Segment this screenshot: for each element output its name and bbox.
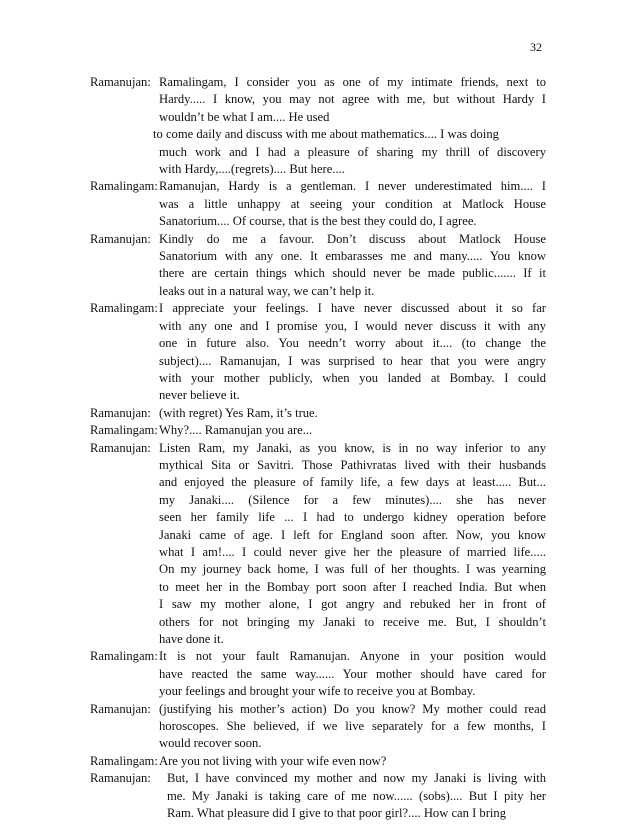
speech-line: me. My Janaki is taking care of me now...... (sobs).... But I pity her: [167, 788, 546, 803]
speech-line: I appreciate your feelings. I have never discussed about it so far: [159, 301, 546, 316]
dialogue-entry: [90, 440, 546, 649]
speech-text: [159, 300, 546, 404]
dialogue-entry: [90, 648, 546, 700]
speech-line: I saw my mother alone, I got angry and rebuked her in front of: [159, 597, 546, 612]
dialogue-entry: [90, 405, 546, 422]
speech-line: Ram. What pleasure did I give to that poor girl?.... How can I bring: [167, 806, 507, 821]
speech-line: what I am!.... I could never give her the pleasure of married life.....: [159, 544, 546, 559]
speech-text: [159, 405, 546, 422]
speaker-name: Ramalingam:: [90, 753, 158, 768]
speech-line: Sanatorium with any one. It embarasses me and many..... You know: [159, 249, 546, 264]
page-number: 32: [530, 40, 542, 54]
speech-line: would recover soon.: [159, 736, 262, 751]
speech-line: wouldn’t be what I am.... He used: [159, 109, 330, 124]
speech-line: (with regret) Yes Ram, it’s true.: [159, 405, 318, 420]
speech-line: Sanatorium.... Of course, that is the best they could do, I agree.: [159, 214, 477, 229]
speech-line: others for not bringing my Janaki to receive me. But, I shouldn’t: [159, 614, 546, 629]
speech-line: It is not your fault Ramanujan. Anyone in your position would: [159, 649, 546, 664]
dialogue-entry: [90, 422, 546, 439]
speech-line: have reacted the same way...... Your mother should have cared for: [159, 666, 546, 681]
speech-text: [153, 126, 546, 143]
speech-line: to come daily and discuss with me about mathematics.... I was doing: [153, 127, 499, 142]
speaker-name: Ramanujan:: [90, 75, 151, 89]
speech-line: my Janaki.... (Silence for a few minutes).... she has never: [159, 492, 546, 507]
speech-line: never believe it.: [159, 388, 240, 403]
speech-line: have done it.: [159, 632, 224, 646]
speech-text: [159, 74, 546, 126]
speaker-name: [90, 126, 153, 143]
dialogue-entry: [90, 144, 546, 179]
speech-text: [159, 648, 546, 700]
dialogue-entry: [90, 178, 546, 230]
speaker-name: Ramanujan:: [90, 440, 151, 455]
dialogue-entry: [90, 753, 546, 770]
speech-line: horoscopes. She believed, if we live separately for a few months, I: [159, 719, 546, 734]
speech-text: [159, 753, 546, 770]
speech-line: On my journey back home, I was full of her thoughts. I was yearning: [159, 562, 546, 577]
speaker-name: Ramanujan:: [90, 701, 151, 716]
speech-line: and enjoyed the pleasure of family life, a few days at least..... But...: [159, 475, 546, 490]
speech-line: Ramalingam, I consider you as one of my intimate friends, next to: [159, 75, 546, 89]
speech-line: (justifying his mother’s action) Do you know? My mother could read: [159, 701, 546, 716]
speech-text: [159, 178, 546, 230]
speaker-name: Ramalingam:: [90, 301, 158, 316]
speaker-name: Ramanujan:: [90, 771, 151, 786]
speech-text: [159, 701, 546, 753]
speaker-name: Ramalingam:: [90, 179, 158, 194]
speech-line: there are certain things which should never be made public....... If it: [159, 266, 546, 281]
speech-text: [159, 770, 546, 822]
speech-line: seen her family life ... I had to undergo kidney operation before: [159, 510, 546, 525]
speech-line: Ramanujan, Hardy is a gentleman. I never underestimated him.... I: [159, 179, 546, 194]
speech-line: was a little unhappy at seeing your condition at Matlock House: [159, 196, 546, 211]
speech-line: Kindly do me a favour. Don’t discuss about Matlock House: [159, 231, 546, 246]
speaker-name: Ramanujan:: [90, 231, 151, 246]
speech-line: subject).... Ramanujan, I was surprised to hear that you were angry: [159, 353, 546, 368]
speech-line: Why?.... Ramanujan you are...: [159, 423, 313, 438]
speech-text: [159, 440, 546, 649]
speech-text: [159, 422, 546, 439]
dialogue-entry: [90, 701, 546, 753]
speech-line: But, I have convinced my mother and now my Janaki is living with: [167, 771, 546, 786]
dialogue-body: [90, 74, 546, 822]
speech-line: Listen Ram, my Janaki, as you know, is in no way inferior to any: [159, 440, 546, 455]
speech-line: with your mother publicly, when you landed at Bombay. I could: [159, 370, 546, 385]
speech-line: with Hardy,....(regrets).... But here....: [159, 162, 345, 177]
speech-line: one in future also. You needn’t worry about it.... (to change the: [159, 336, 546, 351]
speaker-name: [90, 144, 159, 179]
dialogue-entry: [90, 770, 546, 822]
speech-line: to meet her in the Bombay port soon after I reached India. But when: [159, 579, 546, 594]
speech-line: Are you not living with your wife even now?: [159, 753, 387, 768]
speech-line: Hardy..... I know, you may not agree with me, but without Hardy I: [159, 92, 546, 107]
speaker-name: Ramalingam:: [90, 423, 158, 438]
speech-line: leaks out in a natural way, we can’t help it.: [159, 283, 375, 298]
speech-line: with any one and I promise you, I would never discuss it with any: [159, 318, 546, 333]
speech-line: much work and I had a pleasure of sharing my thrill of discovery: [159, 144, 546, 159]
speech-text: [159, 144, 546, 179]
dialogue-entry: [90, 74, 546, 126]
dialogue-entry: [90, 231, 546, 301]
speaker-name: Ramalingam:: [90, 649, 158, 664]
speech-line: your feelings and brought your wife to receive you at Bombay.: [159, 684, 476, 699]
dialogue-entry: [90, 300, 546, 404]
speech-text: [159, 231, 546, 301]
speech-line: Janaki came of age. I left for England soon after. Now, you know: [159, 527, 546, 542]
speech-line: mythical Sita or Savitri. Those Pathivratas lived with their husbands: [159, 457, 546, 472]
speaker-name: Ramanujan:: [90, 405, 151, 420]
dialogue-entry: [90, 126, 546, 143]
